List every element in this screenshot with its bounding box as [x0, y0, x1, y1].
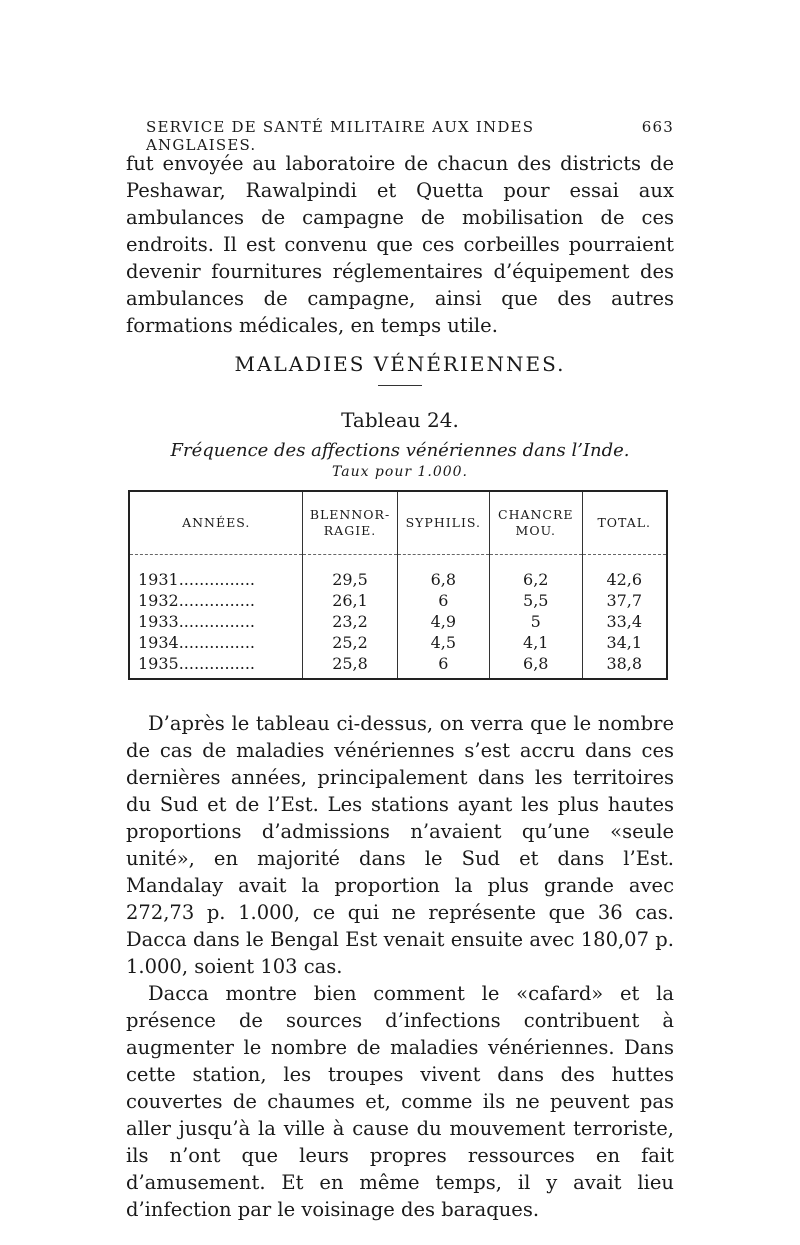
table-rate: Taux pour 1.000. [331, 464, 469, 480]
cell-value: 25,2 [303, 632, 397, 653]
table-row [129, 611, 667, 632]
body-text-lower [126, 710, 674, 1223]
cell-year: 1931............... [138, 570, 256, 589]
table-row [129, 653, 667, 679]
cell-value: 4,1 [490, 632, 582, 653]
cell-value: 25,8 [303, 653, 397, 679]
cell-value: 38,8 [582, 653, 667, 679]
section-title: MALADIES VÉNÉRIENNES. [234, 352, 566, 376]
cell-value: 6 [397, 653, 489, 679]
cell-year: 1935............... [138, 654, 256, 673]
cell-value: 33,4 [582, 611, 667, 632]
table-row [129, 590, 667, 611]
cell-value: 5 [490, 611, 582, 632]
cell-value: 6,8 [397, 569, 489, 590]
table-row [129, 569, 667, 590]
header-chancre-mou: CHANCRE MOU. [490, 491, 582, 555]
cell-value: 5,5 [490, 590, 582, 611]
paragraph-3: Dacca montre bien comment le «cafard» et la présence de sources d’infections contribuent à augmenter le nombre de maladies vénériennes. Dans cette station, les troupes vivent dans des huttes couvertes de chaumes et, comme ils ne peuvent pas aller jusqu’à la ville à cause du mouvement terroriste, ils n’ont que leurs propres ressources en fait d’amusement. Et en même temps, il y avait lieu d’infection par le voisinage des baraques. [126, 982, 674, 1221]
cell-year: 1933............... [138, 612, 256, 631]
header-syphilis: SYPHILIS. [397, 491, 489, 555]
cell-value: 34,1 [582, 632, 667, 653]
running-head [146, 118, 674, 154]
cell-value: 29,5 [303, 569, 397, 590]
cell-value: 4,9 [397, 611, 489, 632]
page-number: 663 [641, 118, 674, 136]
cell-value: 23,2 [303, 611, 397, 632]
cell-year: 1934............... [138, 633, 256, 652]
cell-value: 26,1 [303, 590, 397, 611]
table-header-row [129, 491, 667, 555]
paragraph-1: fut envoyée au laboratoire de chacun des districts de Peshawar, Rawalpindi et Quetta pour essai aux ambulances de campagne de mobilisation de ces endroits. Il est convenu que ces corbeilles pourraient devenir fournitures réglementaires d’équipement des ambulances de campagne, ainsi que des autres formations médicales, en temps utile. [126, 152, 674, 337]
cell-value: 6,8 [490, 653, 582, 679]
table-caption: Tableau 24. [341, 408, 459, 432]
cell-value: 4,5 [397, 632, 489, 653]
paragraph-2: D’après le tableau ci-dessus, on verra que le nombre de cas de maladies vénériennes s’est accru dans ces dernières années, principalement dans les territoires du Sud et de l’Est. Les stations ayant les plus hautes proportions d’admissions n’avaient qu’une «seule unité», en majorité dans le Sud et dans l’Est. Mandalay avait la proportion la plus grande avec 272,73 p. 1.000, ce qui ne représente que 36 cas. Dacca dans le Bengal Est venait ensuite avec 180,07 p. 1.000, soient 103 cas. [126, 712, 674, 978]
spacer-row [129, 555, 667, 570]
cell-value: 37,7 [582, 590, 667, 611]
cell-value: 42,6 [582, 569, 667, 590]
cell-value: 6 [397, 590, 489, 611]
cell-value: 6,2 [490, 569, 582, 590]
table-row [129, 632, 667, 653]
running-head-title: SERVICE DE SANTÉ MILITAIRE AUX INDES ANGLAISES. [146, 118, 535, 154]
table-subtitle: Fréquence des affections vénériennes dans l’Inde. [170, 440, 630, 461]
cell-year: 1932............... [138, 591, 256, 610]
header-blennorragie: BLENNOR-RAGIE. [303, 491, 397, 555]
header-total: TOTAL. [582, 491, 667, 555]
venereal-disease-table [128, 490, 668, 680]
title-rule [378, 385, 422, 386]
header-years: ANNÉES. [129, 491, 303, 555]
